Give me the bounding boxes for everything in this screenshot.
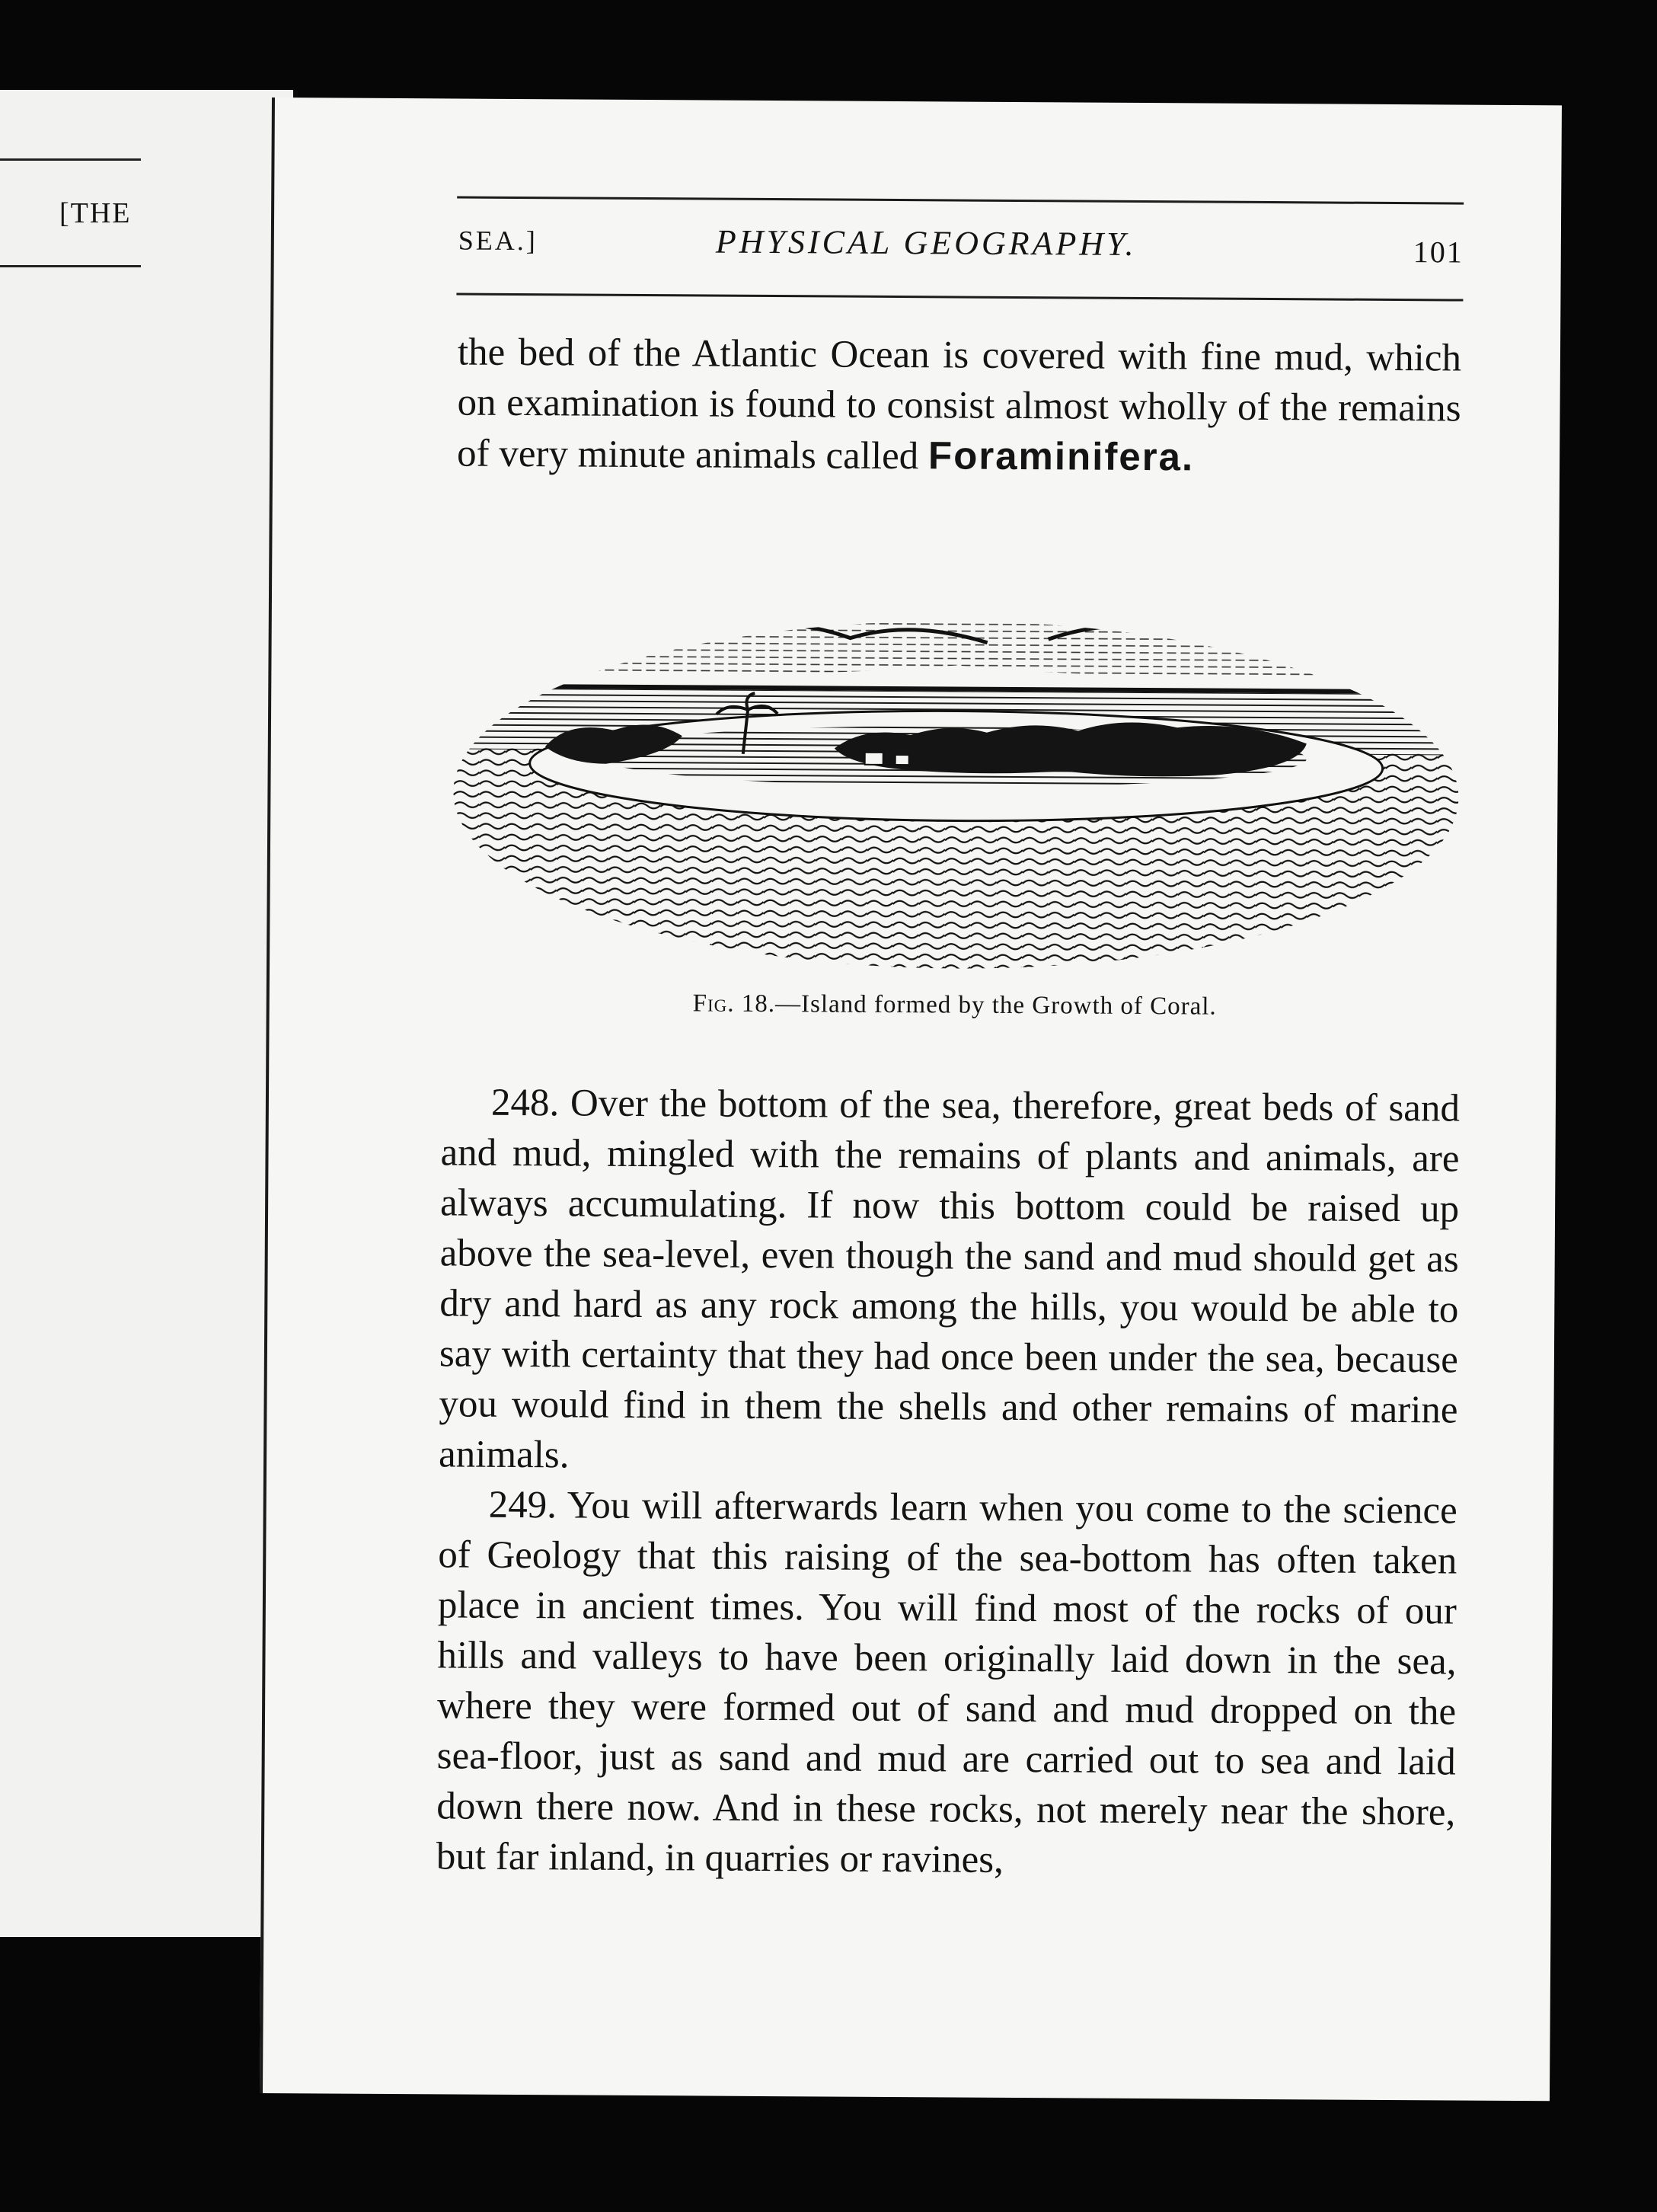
page-number: 101 <box>1413 235 1464 270</box>
hut-2 <box>896 755 909 765</box>
left-page-fragment <box>0 90 293 1937</box>
figure-number: 18. <box>741 989 776 1018</box>
running-header-section: SEA.] <box>458 225 538 257</box>
engraving-clip <box>452 590 1460 973</box>
left-header-rule-bottom <box>0 265 141 267</box>
hut-1 <box>865 753 883 765</box>
figure-caption <box>452 988 1457 1022</box>
figure-caption-text: —Island formed by the Growth of Coral. <box>774 990 1217 1021</box>
figure-label: Fig. <box>692 989 735 1018</box>
main-page <box>260 97 1562 2101</box>
body-paragraphs <box>436 1077 1460 1888</box>
coral-island-engraving <box>452 563 1460 965</box>
paragraph-248: 248. Over the bottom of the sea, therefore, great beds of sand and mud, mingled with the remains of plants and animals, are always accumulating. If now this bottom could be raised up above the sea-level, even though the sand and mud should get as dry and hard as any rock among the hills, you would be able to say with certainty that they had once been under the sea, because you would find in them the shells and other remains of marine animals. <box>438 1081 1461 1477</box>
left-header-rule-top <box>0 158 141 161</box>
left-running-header: [THE <box>59 197 132 229</box>
intro-paragraph <box>457 327 1461 484</box>
intro-text: the bed of the Atlantic Ocean is covered with fine mud, which on examination is found to consist almost wholly of the remains of very minute animals called <box>456 331 1462 478</box>
paragraph-249: 249. You will afterwards learn when you come to the science of Geology that this raising of the sea-bottom has often taken place in ancient times. You will find most of the rocks of our hills and valleys to have been originally laid down in the sea, where they were formed out of sand and mud dropped on the sea-floor, just as sand and mud are carried out to sea and laid down there now. And in these rocks, not merely near the shore, but far inland, in quarries or ravines, <box>436 1483 1457 1881</box>
header-rule-top <box>457 196 1464 204</box>
running-header-title: PHYSICAL GEOGRAPHY. <box>715 222 1137 263</box>
foraminifera-term: Foraminifera. <box>927 433 1195 479</box>
header-rule-bottom <box>456 292 1463 301</box>
